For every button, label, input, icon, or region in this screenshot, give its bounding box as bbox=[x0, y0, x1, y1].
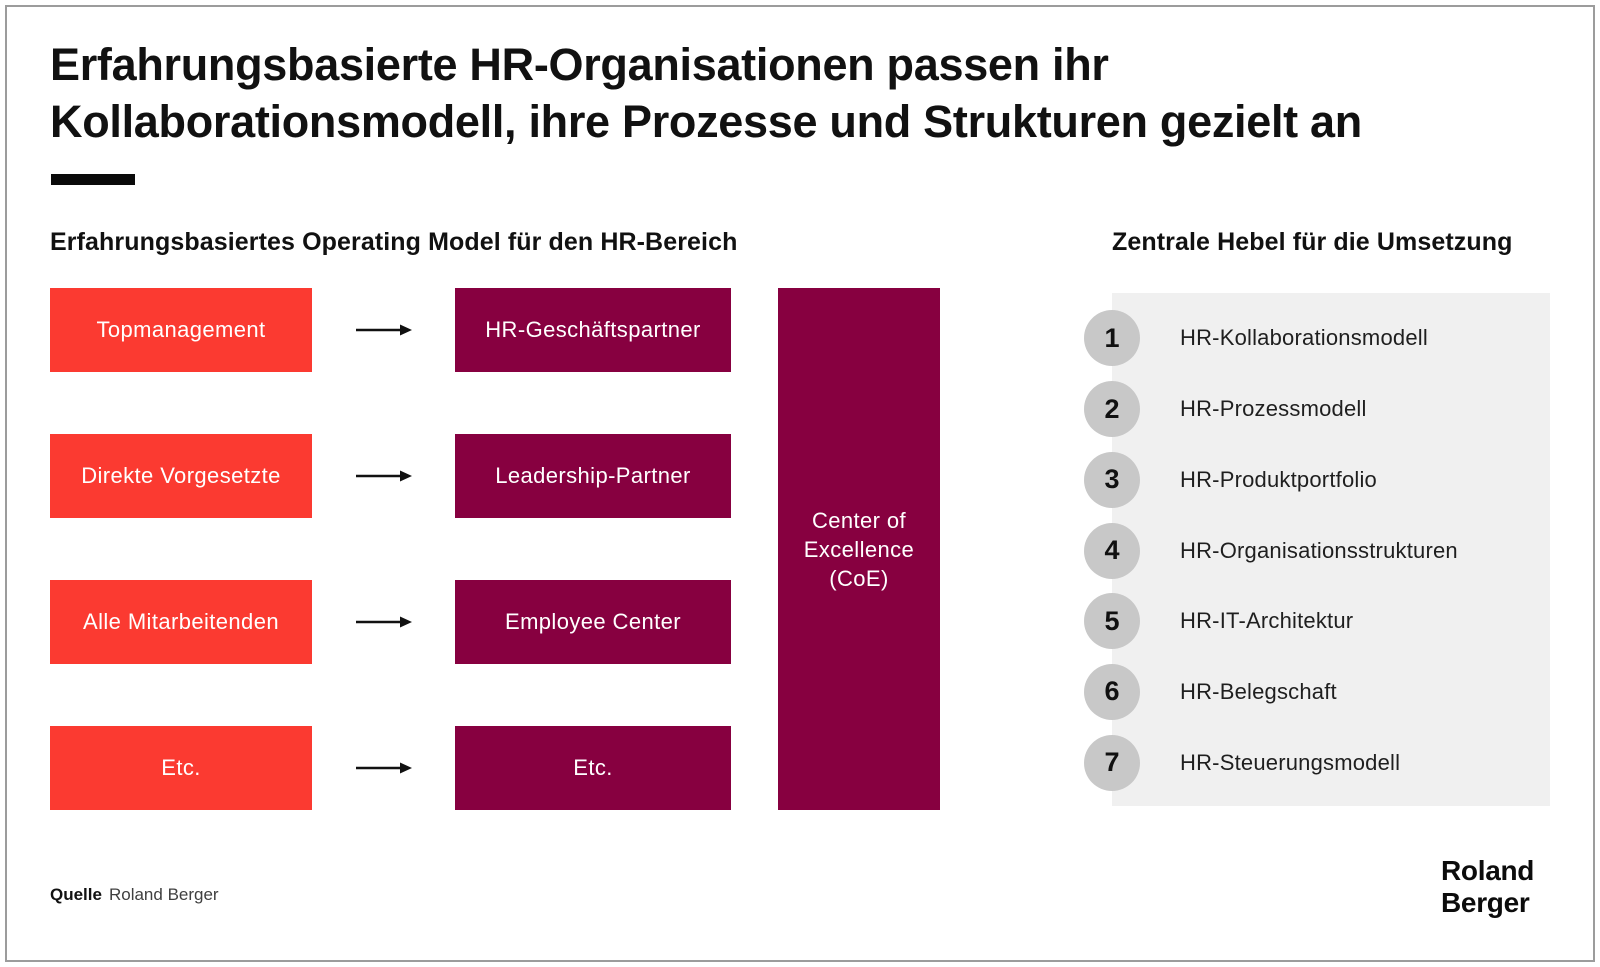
flow-row bbox=[50, 288, 731, 372]
flow-row bbox=[50, 726, 731, 810]
partner-box-employee-center: Employee Center bbox=[455, 580, 731, 664]
source-note bbox=[50, 885, 219, 905]
arrow-right-icon bbox=[312, 615, 455, 629]
partner-box-hr-geschaeftspartner: HR-Geschäftspartner bbox=[455, 288, 731, 372]
lever-item-4 bbox=[1104, 515, 1550, 586]
lever-number-badge: 4 bbox=[1084, 523, 1140, 579]
lever-label: HR-Organisationsstrukturen bbox=[1180, 537, 1458, 563]
audience-box-etc: Etc. bbox=[50, 726, 312, 810]
lever-number-badge: 3 bbox=[1084, 452, 1140, 508]
lever-number-badge: 5 bbox=[1084, 593, 1140, 649]
flow-row bbox=[50, 580, 731, 664]
lever-item-2 bbox=[1104, 374, 1550, 445]
source-label: Quelle bbox=[50, 885, 102, 904]
page-title-line1: Erfahrungsbasierte HR-Organisationen passen ihr bbox=[50, 39, 1109, 90]
flow-row bbox=[50, 434, 731, 518]
levers-panel bbox=[1104, 293, 1550, 806]
lever-label: HR-Kollaborationsmodell bbox=[1180, 325, 1428, 351]
lever-item-5 bbox=[1104, 586, 1550, 657]
logo-line2: Berger bbox=[1441, 887, 1530, 918]
lever-number-badge: 7 bbox=[1084, 735, 1140, 791]
coe-box bbox=[778, 288, 940, 810]
right-section-heading: Zentrale Hebel für die Umsetzung bbox=[1112, 228, 1513, 256]
lever-item-3 bbox=[1104, 444, 1550, 515]
arrow-right-icon bbox=[312, 323, 455, 337]
logo-line1: Roland bbox=[1441, 855, 1535, 886]
source-value: Roland Berger bbox=[108, 885, 219, 904]
lever-number-badge: 1 bbox=[1084, 310, 1140, 366]
partner-box-leadership-partner: Leadership-Partner bbox=[455, 434, 731, 518]
arrow-right-icon bbox=[312, 469, 455, 483]
lever-item-6 bbox=[1104, 657, 1550, 728]
lever-number-badge: 2 bbox=[1084, 381, 1140, 437]
lever-item-1 bbox=[1104, 303, 1550, 374]
lever-label: HR-IT-Architektur bbox=[1180, 608, 1354, 634]
roland-berger-logo bbox=[1441, 855, 1534, 919]
audience-box-topmanagement: Topmanagement bbox=[50, 288, 312, 372]
page-title bbox=[50, 36, 1530, 150]
lever-number-badge: 6 bbox=[1084, 664, 1140, 720]
partner-box-etc: Etc. bbox=[455, 726, 731, 810]
page-title-line2: Kollaborationsmodell, ihre Prozesse und Strukturen gezielt an bbox=[50, 96, 1362, 147]
coe-line1: Center of bbox=[811, 507, 907, 533]
left-section-heading: Erfahrungsbasiertes Operating Model für den HR-Bereich bbox=[50, 228, 738, 256]
lever-label: HR-Belegschaft bbox=[1180, 678, 1337, 704]
title-accent-bar bbox=[51, 174, 135, 185]
lever-label: HR-Produktportfolio bbox=[1180, 466, 1377, 492]
arrow-right-icon bbox=[312, 761, 455, 775]
lever-label: HR-Prozessmodell bbox=[1180, 396, 1367, 422]
lever-item-7 bbox=[1104, 727, 1550, 798]
audience-box-direkte-vorgesetzte: Direkte Vorgesetzte bbox=[50, 434, 312, 518]
audience-box-alle-mitarbeitenden: Alle Mitarbeitenden bbox=[50, 580, 312, 664]
coe-line2: Excellence bbox=[803, 536, 915, 562]
lever-label: HR-Steuerungsmodell bbox=[1180, 749, 1401, 775]
coe-line3: (CoE) bbox=[829, 565, 889, 591]
